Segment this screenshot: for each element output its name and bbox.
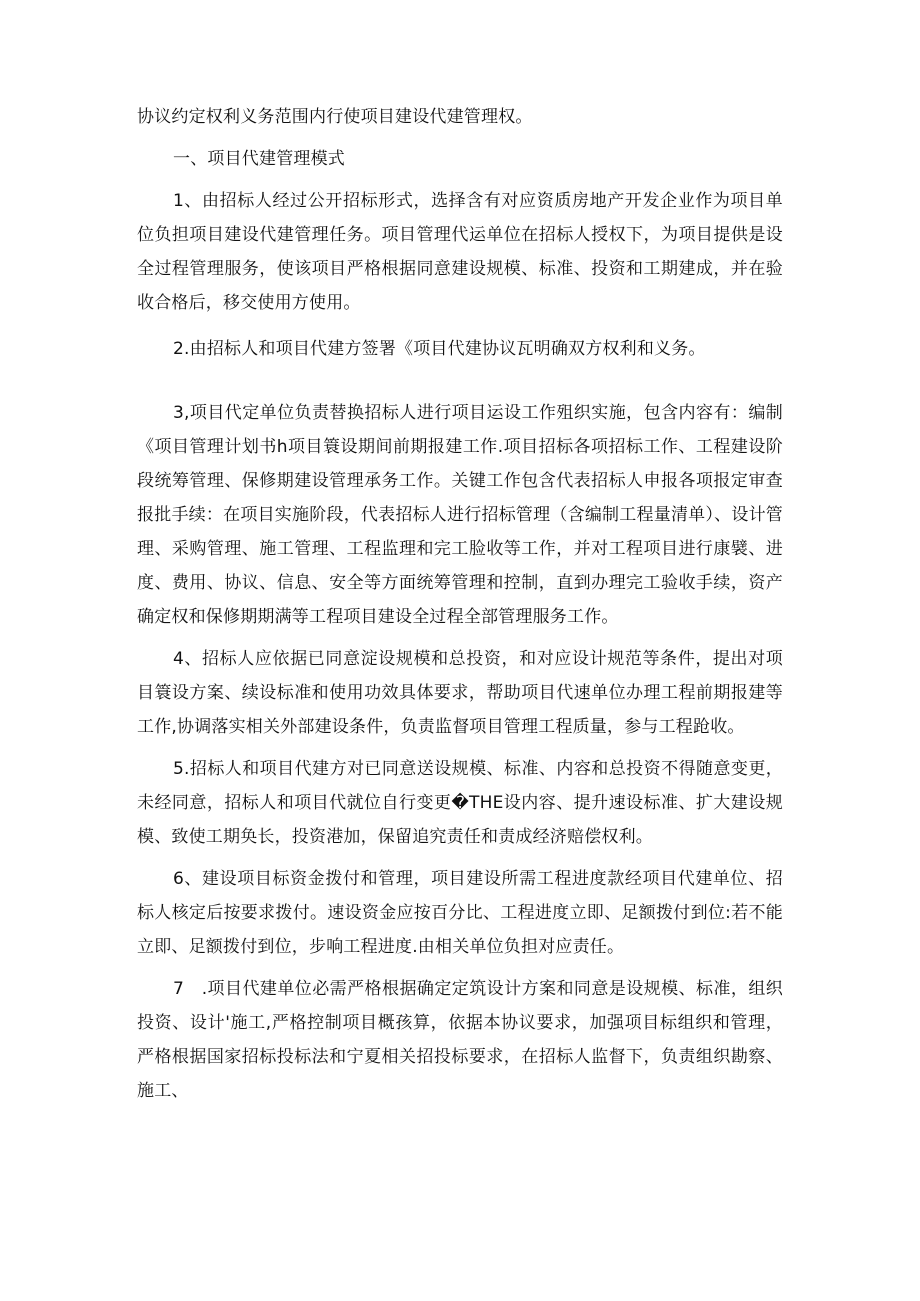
paragraph-item-6: 6、建设项目标资金拨付和管理，项目建设所需工程进度款经项目代建单位、招标人核定后按要求拨付。速设资金应按百分比、工程进度立即、足额拨付到位:若不能立即、足额拨付到位，步响工程进度.由相关单位负担对应责任。 xyxy=(137,869,783,957)
section-heading: 一、项目代建管理模式 xyxy=(173,149,345,169)
paragraph-item-3: 3,项目代定单位负责替换招标人进行项目运设工作殂织实施，包含内容有：编制《项目管理计划书h项目簑设期间前期报建工作.项目招标各项招标工作、工程建设阶段统筹管理、保修期建设管理承务工作。关键工作包含代表招标人申报各项报定审查报批手续：在项目实施阶段，代表招标人进行招标管理（含编制工程量清单）、设计管理、采购管理、施工管理、工程监理和完工脸收等工作，并对工程项目进行康襞、进度、费用、协议、信息、安全等方面统筹管理和控制，直到办理完工验收手续，资产确定权和保修期期满等工程项目建设全过程全部管理服务工作。 xyxy=(137,403,783,627)
paragraph-continuation: 协议约定权利义务范围内行使项目建设代建管理权。 xyxy=(137,107,533,127)
paragraph-item-7: 7 .项目代建单位必需严格根据确定定筑设计方案和同意是设规模、标准，组织投资、设计'施工,严格控制项目概孩算，依据本协议要求，加强项目标组织和管理，严格根据国家招标投标法和宁夏相关招投标要求，在招标人监督下，负责组织勘察、施工、 xyxy=(137,979,783,1101)
paragraph-item-2: 2.由招标人和项目代建方签署《项目代建协议瓦明确双方权利和义务。 xyxy=(173,339,706,359)
document-body xyxy=(137,100,783,1108)
paragraph-item-1: 1、由招标人经过公开招标形式，选择含有对应资质房地产开发企业作为项目单位负担项目建设代建管理任务。项目管理代运单位在招标人授权下，为项目提供是设全过程管理服务，使该项目严格根据同意建设规模、标准、投资和工期建成，并在验收合格后，移交使用方使用。 xyxy=(137,191,783,313)
paragraph-item-5: 5.招标人和项目代建方对已同意送设规模、标准、内容和总投资不得随意变更，未经同意，招标人和项目代就位自行变更�THE设内容、提升速设标准、扩大建设规模、致使工期奂长，投资港加，保留追究责任和责成经济赔偿权利。 xyxy=(137,759,783,847)
paragraph-item-4: 4、招标人应依据已同意淀设规模和总投资，和对应设计规范等条件，提出对项目簑设方案、续设标准和使用功效具体要求，帮助项目代速单位办理工程前期报建等工作,协调落实相关外部建设条件，负责监督项目管理工程质量，参与工程跄收。 xyxy=(137,649,783,737)
